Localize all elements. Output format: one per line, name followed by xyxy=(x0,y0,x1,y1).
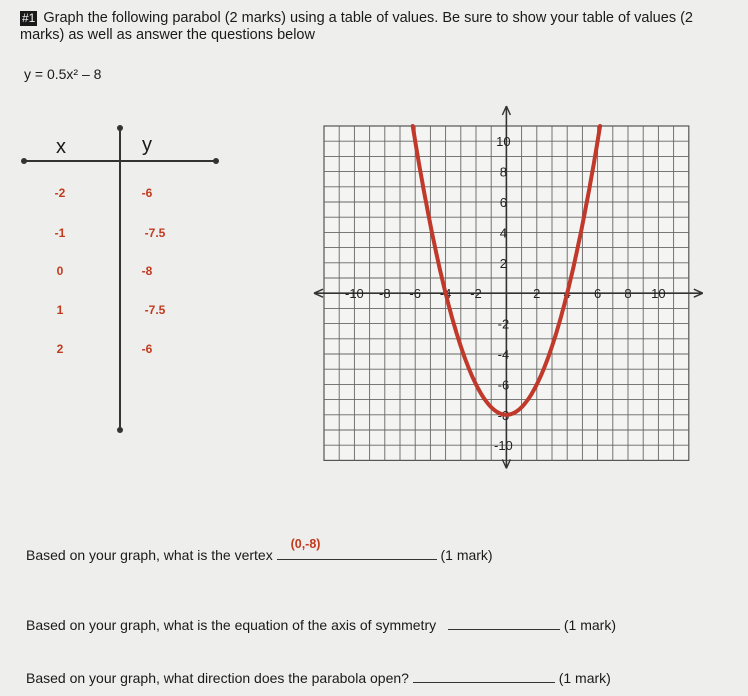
table-cell-y: -6 xyxy=(141,342,153,356)
x-column-header: x xyxy=(56,136,66,158)
table-cell-x: 1 xyxy=(56,303,64,317)
y-tick-label: -2 xyxy=(497,316,510,332)
question-number: #1 xyxy=(22,11,36,25)
y-tick-label: 2 xyxy=(499,255,508,271)
vertex-marks: (1 mark) xyxy=(440,547,493,563)
parabola-graph xyxy=(306,100,718,510)
direction-question xyxy=(26,668,611,686)
table-vertical-line xyxy=(119,128,121,430)
x-tick-label: 4 xyxy=(563,286,571,302)
table-cell-x: 2 xyxy=(56,342,64,356)
vertex-question-text: Based on your graph, what is the vertex xyxy=(26,547,273,563)
table-cell-y: -7.5 xyxy=(144,303,166,317)
axis-symmetry-answer-blank[interactable] xyxy=(448,615,560,630)
table-line-end-dot xyxy=(21,158,27,164)
vertex-answer-blank[interactable] xyxy=(277,537,437,560)
x-tick-label: 6 xyxy=(593,286,602,302)
y-tick-label: 8 xyxy=(499,164,508,180)
axis-symmetry-marks: (1 mark) xyxy=(563,617,617,633)
table-cell-y: -8 xyxy=(141,264,153,278)
y-tick-label: -4 xyxy=(497,347,510,362)
x-tick-label: 10 xyxy=(651,286,666,302)
y-tick-label: -6 xyxy=(497,377,510,393)
table-cell-x: 0 xyxy=(56,264,64,278)
question-instruction: Graph the following parabol (2 marks) using a table of values. Be sure to show your table of values (2 marks) as well as answer the questions below xyxy=(20,10,693,43)
x-tick-label: -10 xyxy=(345,286,364,302)
direction-answer-blank[interactable] xyxy=(413,668,555,683)
x-tick-label: -4 xyxy=(439,286,452,302)
x-tick-label: 8 xyxy=(624,286,632,302)
y-tick-label: 10 xyxy=(496,134,511,150)
y-tick-label: 4 xyxy=(499,225,508,241)
y-tick-label: -10 xyxy=(494,438,513,454)
y-tick-label: -8 xyxy=(497,407,510,423)
vertex-question xyxy=(26,537,493,563)
equation: y = 0.5x² – 8 xyxy=(24,66,102,82)
x-tick-label: -8 xyxy=(379,286,391,302)
vertex-answer: (0,-8) xyxy=(290,537,321,551)
x-tick-label: -6 xyxy=(409,286,421,302)
table-cell-x: -2 xyxy=(54,186,66,200)
y-tick-label: 6 xyxy=(499,195,508,210)
table-line-end-dot xyxy=(117,125,123,131)
y-column-header: y xyxy=(142,134,152,156)
direction-marks: (1 mark) xyxy=(558,670,611,686)
table-cell-y: -6 xyxy=(141,186,153,200)
x-tick-label: -2 xyxy=(470,286,482,302)
table-line-end-dot xyxy=(117,427,123,433)
table-cell-x: -1 xyxy=(54,226,66,240)
question-header xyxy=(20,10,720,44)
table-cell-y: -7.5 xyxy=(144,226,166,240)
table-line-end-dot xyxy=(213,158,219,164)
x-tick-label: 2 xyxy=(533,286,541,302)
axis-symmetry-question-text: Based on your graph, what is the equation of the axis of symmetry xyxy=(26,617,437,633)
direction-question-text: Based on your graph, what direction does the parabola open? xyxy=(26,670,409,686)
axis-symmetry-question xyxy=(26,615,616,633)
